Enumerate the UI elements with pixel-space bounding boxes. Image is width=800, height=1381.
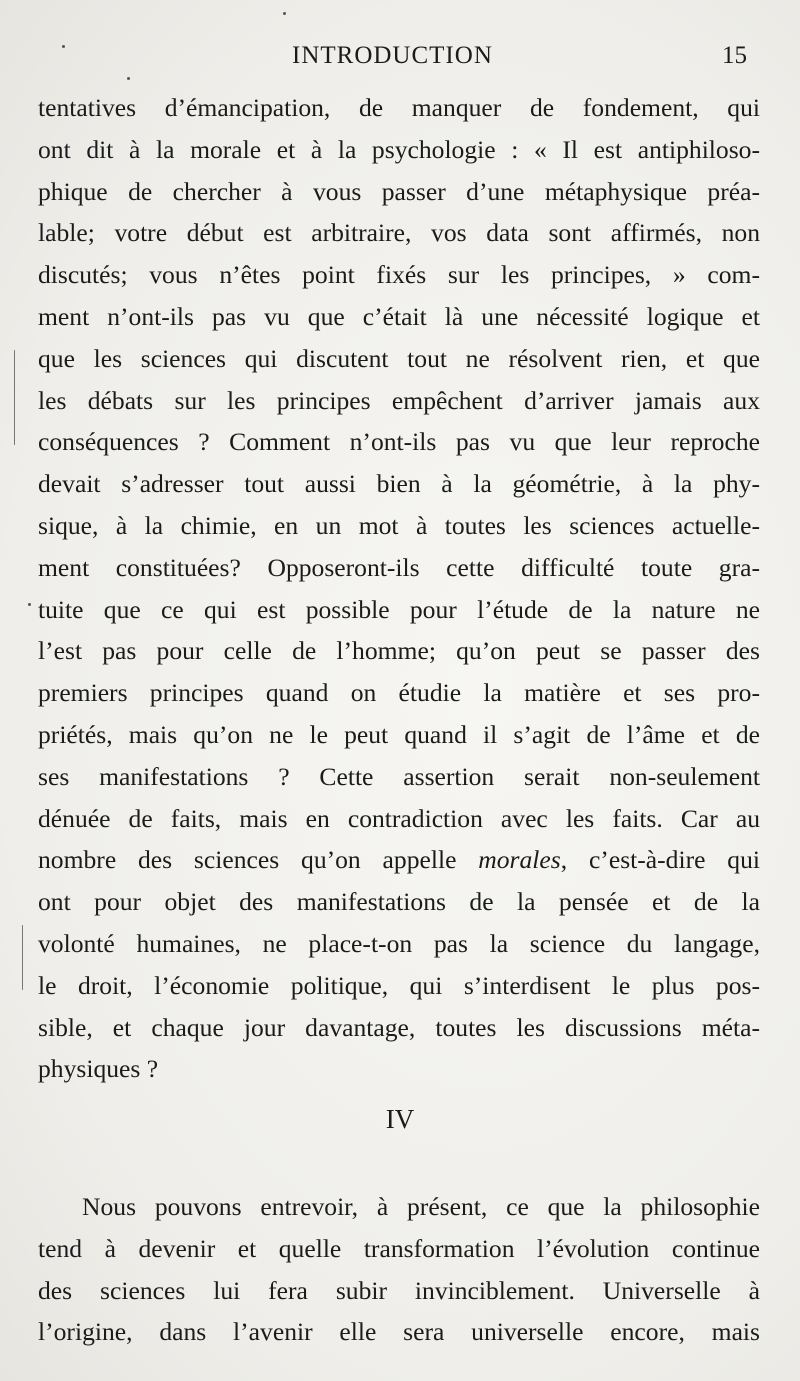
text-line: lable; votre début est arbitraire, vos data sont affirmés, non bbox=[38, 218, 760, 248]
text-line: sique, à la chimie, en un mot à toutes les sciences actuelle- bbox=[38, 510, 760, 540]
text-line-with-italic bbox=[38, 839, 760, 881]
section-heading: IV bbox=[385, 1104, 415, 1134]
text-line: dénuée de faits, mais en contradiction avec les faits. Car au bbox=[38, 803, 760, 833]
text-fragment: , c’est-à-dire qui bbox=[560, 845, 760, 875]
text-line: conséquences ? Comment n’ont-ils pas vu que leur reproche bbox=[38, 427, 760, 457]
text-line: ont dit à la morale et à la psychologie : « Il est antiphiloso- bbox=[38, 134, 760, 164]
margin-pencil-mark bbox=[14, 350, 15, 445]
text-line: tuite que ce qui est possible pour l’étude de la nature ne bbox=[38, 594, 760, 624]
text-line: que les sciences qui discutent tout ne résolvent rien, et que bbox=[38, 343, 760, 373]
text-line: des sciences lui fera subir invinciblement. Universelle à bbox=[38, 1275, 760, 1305]
text-line: l’est pas pour celle de l’homme; qu’on peut se passer des bbox=[38, 636, 760, 666]
text-line: ment n’ont-ils pas vu que c’était là une nécessité logique et bbox=[38, 301, 760, 331]
text-line: physiques ? bbox=[38, 1054, 159, 1084]
paper-speck bbox=[127, 77, 130, 80]
running-title: INTRODUCTION bbox=[292, 42, 493, 69]
text-line: phique de chercher à vous passer d’une métaphysique préa- bbox=[38, 176, 760, 206]
paper-speck bbox=[28, 603, 31, 606]
italic-word: morales bbox=[478, 845, 561, 875]
text-line: ses manifestations ? Cette assertion serait non-seulement bbox=[38, 761, 760, 791]
paragraph-2 bbox=[38, 1186, 760, 1353]
text-line: sible, et chaque jour davantage, toutes les discussions méta- bbox=[38, 1012, 760, 1042]
text-line: priétés, mais qu’on ne le peut quand il s’agit de l’âme et de bbox=[38, 719, 760, 749]
text-line: discutés; vous n’êtes point fixés sur les principes, » com- bbox=[38, 260, 760, 290]
text-line: l’origine, dans l’avenir elle sera universelle encore, mais bbox=[38, 1317, 760, 1347]
paragraph-1 bbox=[38, 87, 760, 1090]
text-line: Nous pouvons entrevoir, à présent, ce que la philosophie bbox=[82, 1192, 760, 1221]
paper-speck bbox=[62, 45, 65, 48]
text-line: volonté humaines, ne place-t-on pas la science du langage, bbox=[38, 928, 760, 958]
text-line: ont pour objet des manifestations de la pensée et de la bbox=[38, 887, 760, 917]
text-line: devait s’adresser tout aussi bien à la géométrie, à la phy- bbox=[38, 469, 760, 499]
running-header bbox=[0, 42, 800, 82]
text-fragment: nombre des sciences qu’on appelle bbox=[38, 845, 479, 875]
text-line: premiers principes quand on étudie la matière et ses pro- bbox=[38, 678, 760, 708]
page-number: 15 bbox=[722, 42, 747, 69]
paper-speck bbox=[283, 12, 286, 15]
text-line: ment constituées? Opposeront-ils cette difficulté toute gra- bbox=[38, 552, 760, 582]
text-line: tend à devenir et quelle transformation l’évolution continue bbox=[38, 1233, 760, 1263]
margin-pencil-mark bbox=[22, 925, 23, 990]
text-line: le droit, l’économie politique, qui s’interdisent le plus pos- bbox=[38, 970, 760, 1000]
text-line: tentatives d’émancipation, de manquer de fondement, qui bbox=[38, 93, 760, 122]
text-line: les débats sur les principes empêchent d’arriver jamais aux bbox=[38, 385, 760, 415]
